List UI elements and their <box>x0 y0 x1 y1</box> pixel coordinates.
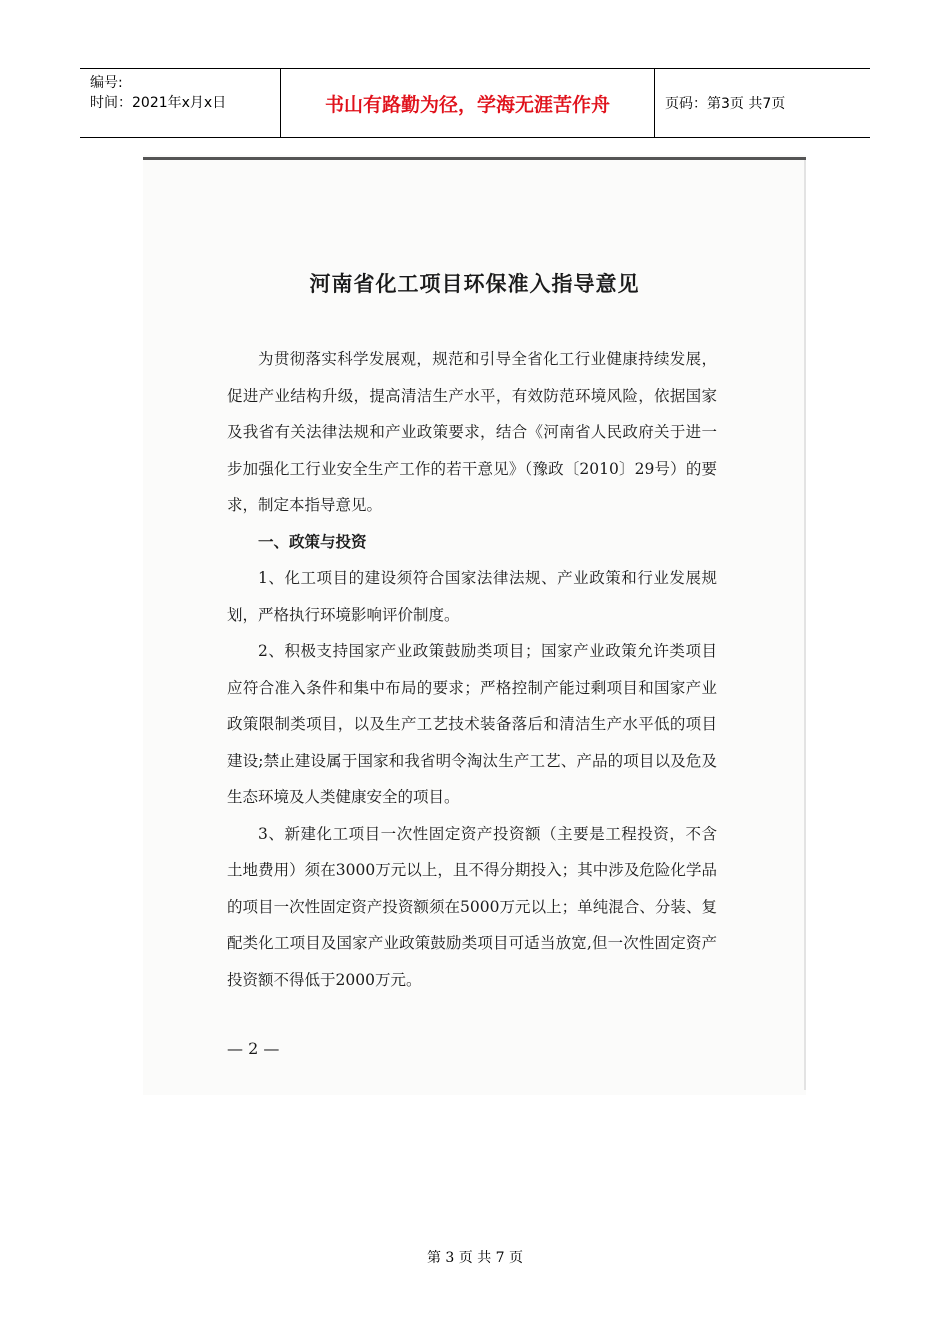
header-table <box>80 68 870 138</box>
section-heading: 一、政策与投资 <box>258 532 367 551</box>
document-title: 河南省化工项目环保准入指导意见 <box>309 272 640 296</box>
clause-2: 2、积极支持国家产业政策鼓励类项目；国家产业政策允许类项目应符合准入条件和集中布局的要求；严格控制产能过剩项目和国家产业政策限制类项目，以及生产工艺技术装备落后和清洁生产水平低的项目建设;禁止建设属于国家和我省明令淘汰生产工艺、产品的项目以及危及生态环境及人类健康安全的项目。 <box>227 642 717 806</box>
inner-page-number: — 2 — <box>227 1039 280 1058</box>
scanned-page <box>143 155 806 1095</box>
scan-top-border <box>143 157 806 160</box>
footer-page-number: 第 3 页 共 7 页 <box>426 1250 524 1266</box>
header-meta <box>80 69 281 137</box>
intro-paragraph: 为贯彻落实科学发展观，规范和引导全省化工行业健康持续发展，促进产业结构升级，提高清洁生产水平，有效防范环境风险，依据国家及我省有关法律法规和产业政策要求，结合《河南省人民政府关于进一步加强化工行业安全生产工作的若干意见》（豫政〔2010〕29号）的要求，制定本指导意见。 <box>227 350 717 514</box>
clause-1: 1、化工项目的建设须符合国家法律法规、产业政策和行业发展规划，严格执行环境影响评价制度。 <box>227 569 717 624</box>
scan-right-edge <box>804 160 806 1090</box>
header-page-label: 页码：第3页 共7页 <box>665 96 786 112</box>
document-body <box>227 341 717 998</box>
number-label: 编号: <box>90 75 123 91</box>
header-motto: 书山有路勤为径，学海无涯苦作舟 <box>281 69 655 137</box>
clause-3: 3、新建化工项目一次性固定资产投资额（主要是工程投资，不含土地费用）须在3000万元以上，且不得分期投入；其中涉及危险化学品的项目一次性固定资产投资额须在5000万元以上；单纯混合、分装、复配类化工项目及国家产业政策鼓励类项目可适当放宽,但一次性固定资产投资额不得低于2000万元。 <box>227 824 717 989</box>
time-label: 时间：2021年x月x日 <box>90 95 227 111</box>
